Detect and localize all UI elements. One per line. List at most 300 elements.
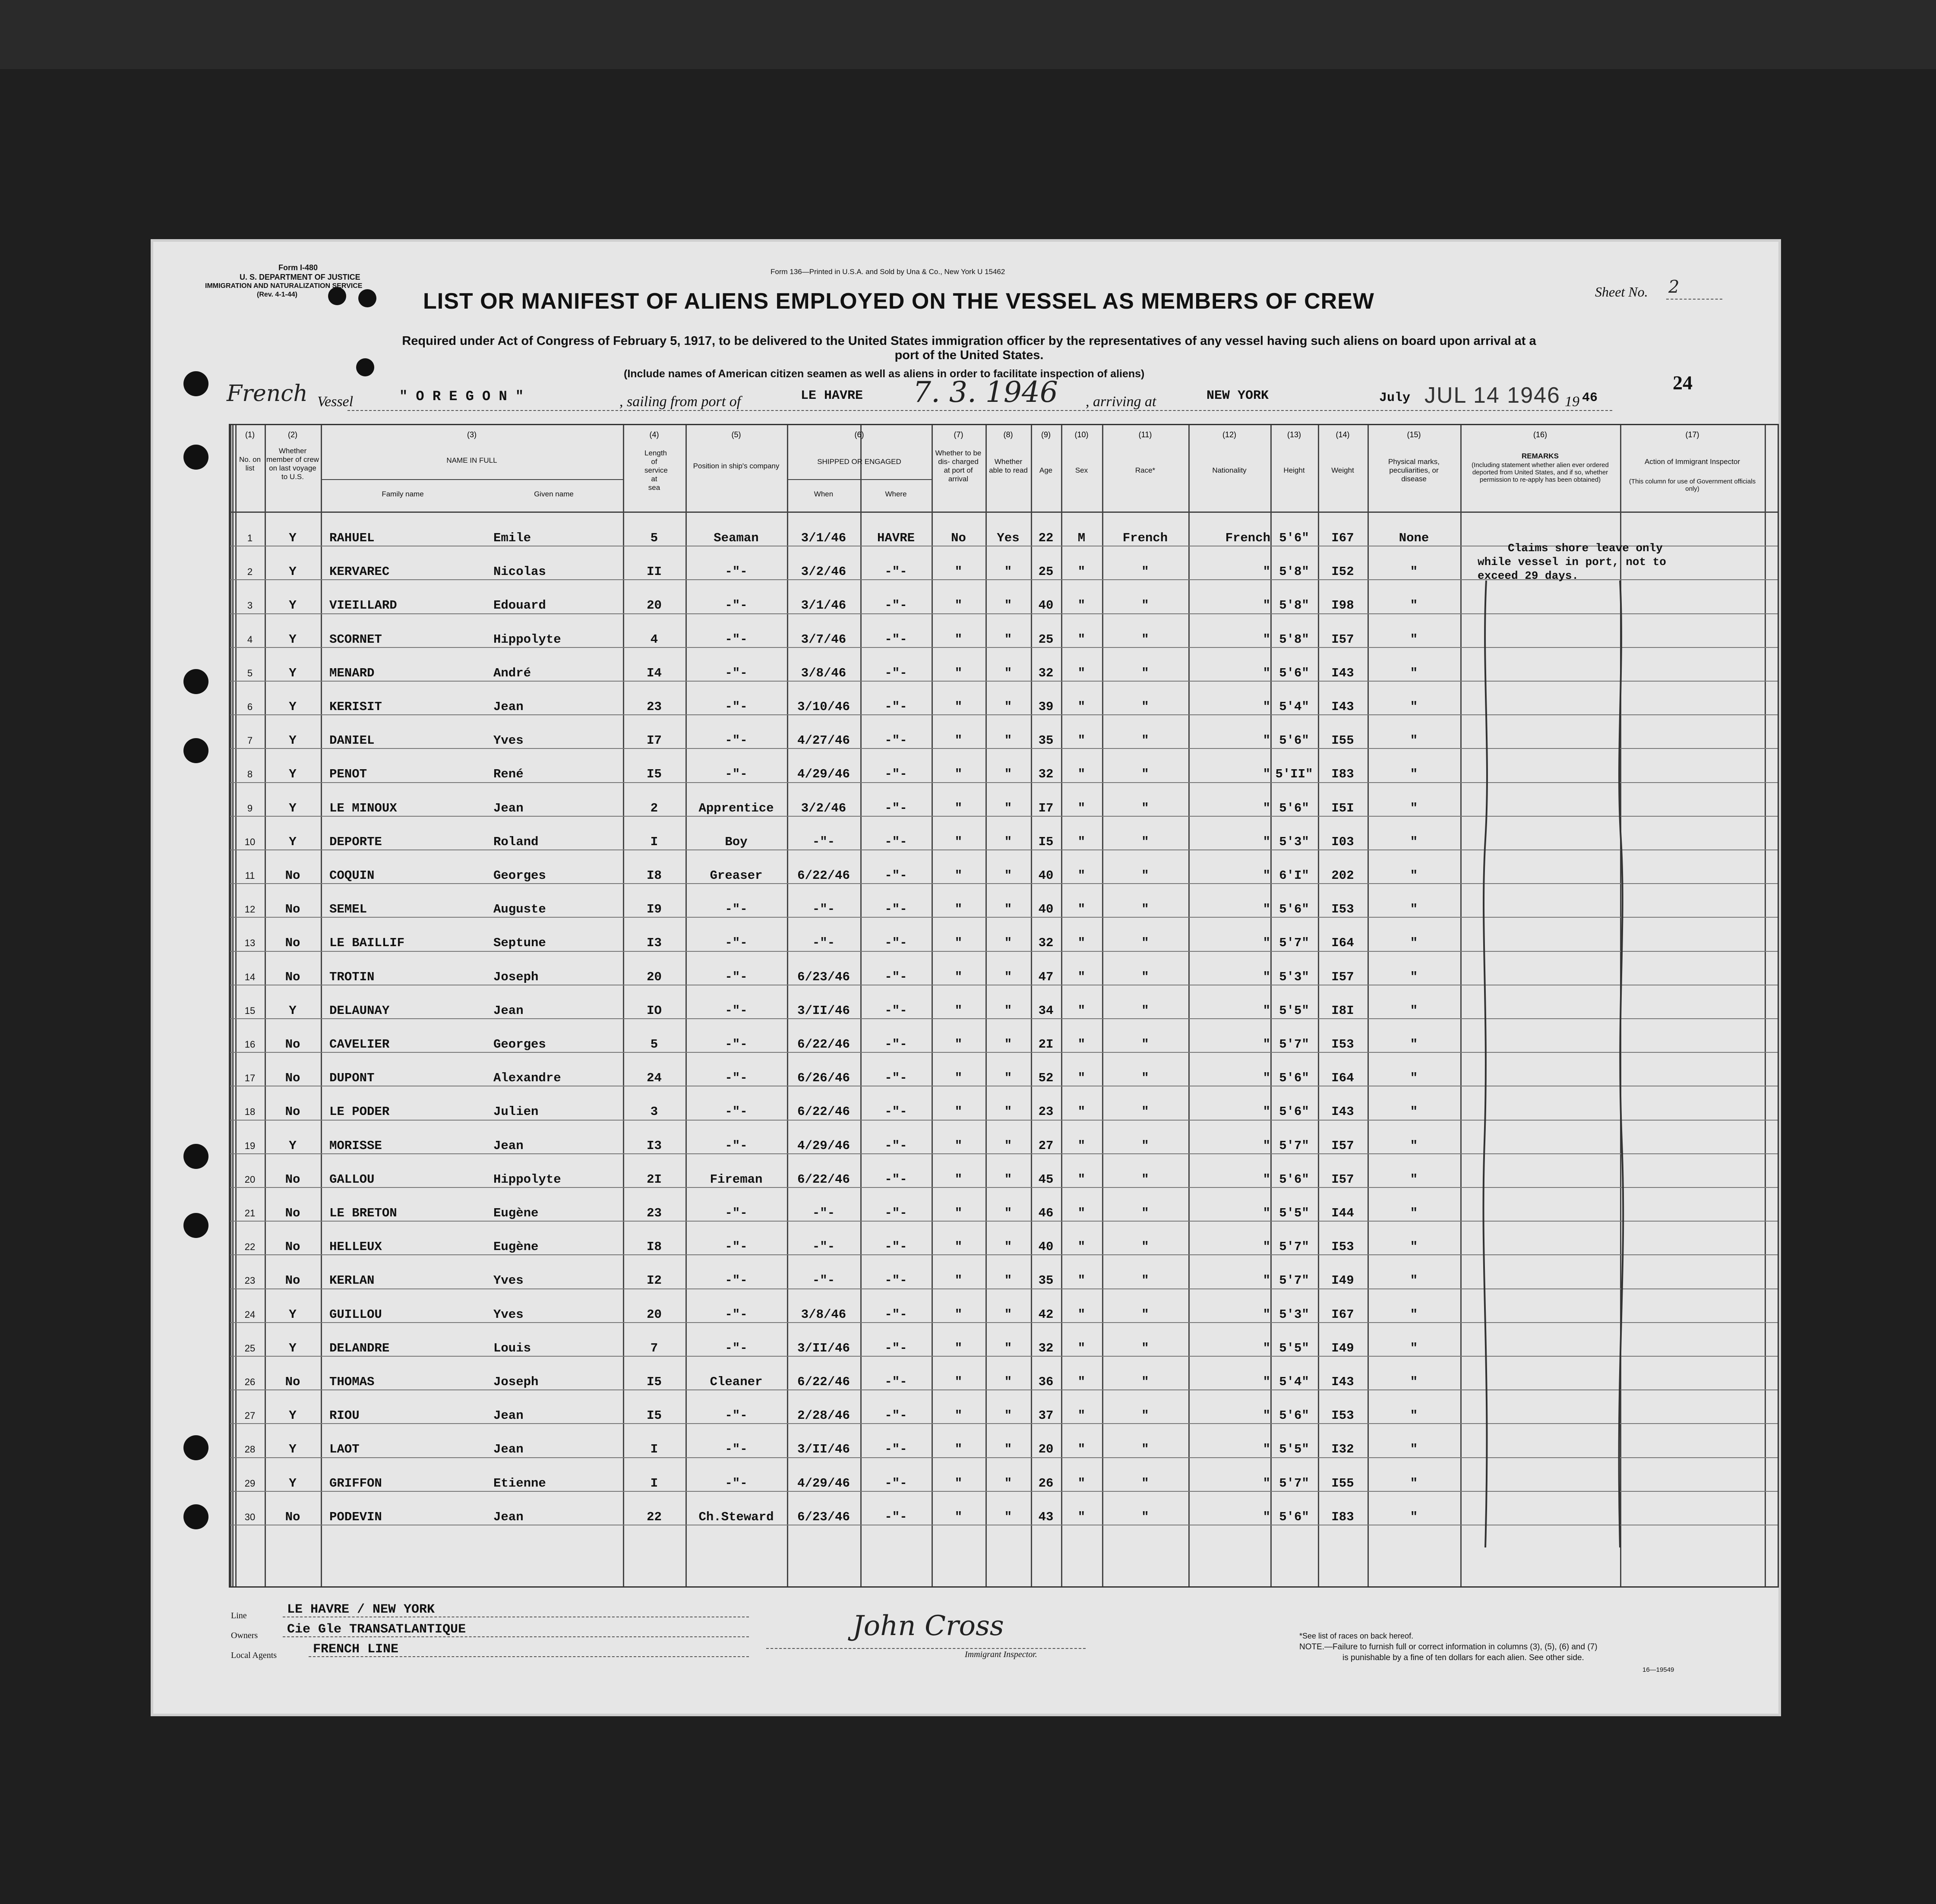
cell-service: I4 xyxy=(647,666,662,680)
col14-header: Weight xyxy=(1331,466,1354,474)
col2-header: Whether member of crew on last voyage to U.S. xyxy=(266,447,319,481)
cell-given: Jean xyxy=(493,1442,524,1457)
cell-read: " xyxy=(1004,936,1012,950)
table-row xyxy=(230,952,1778,985)
cell-marks: " xyxy=(1410,1240,1418,1254)
col17-header: Action of Immigrant Inspector xyxy=(1644,458,1740,466)
cell-nat: " xyxy=(1263,969,1270,984)
table-row xyxy=(230,715,1778,749)
cell-nat: " xyxy=(1263,936,1270,950)
cell-nat: " xyxy=(1263,902,1270,917)
cell-when: -"- xyxy=(812,936,835,950)
cell-position: Seaman xyxy=(714,531,759,545)
table-row xyxy=(230,1255,1778,1289)
col4-number: (4) xyxy=(649,430,659,439)
cell-sex: " xyxy=(1077,1375,1086,1389)
year-suffix: 46 xyxy=(1582,391,1598,405)
cell-family: VIEILLARD xyxy=(329,598,397,613)
cell-height: 5'8" xyxy=(1279,598,1309,613)
cell-when: -"- xyxy=(812,1240,835,1254)
cell-crew: Y xyxy=(289,801,297,815)
cell-when: 4/29/46 xyxy=(797,1138,850,1153)
cell-when: 6/23/46 xyxy=(797,1509,850,1524)
year-prefix: 19 xyxy=(1565,394,1579,410)
cell-family: KERVAREC xyxy=(329,565,390,579)
vessel-label: Vessel xyxy=(317,394,354,410)
col8-header: Whether able to read xyxy=(989,458,1028,474)
cell-read: " xyxy=(1004,666,1012,680)
cell-race: " xyxy=(1141,1341,1149,1355)
cell-family: COQUIN xyxy=(329,868,375,883)
cell-given: Eugène xyxy=(493,1206,539,1220)
sailing-label: , sailing from port of xyxy=(619,394,741,410)
cell-when: 3/10/46 xyxy=(797,700,850,714)
cell-disch: " xyxy=(954,1408,963,1423)
cell-race: " xyxy=(1141,1476,1149,1490)
cell-when: -"- xyxy=(812,1206,835,1220)
cell-no: 17 xyxy=(244,1073,256,1084)
crew-table xyxy=(229,424,1779,1588)
cell-given: Jean xyxy=(493,1138,524,1153)
cell-service: 5 xyxy=(650,531,658,545)
cell-service: 2I xyxy=(647,1172,662,1187)
cell-service: I5 xyxy=(647,767,662,782)
cell-nat: " xyxy=(1263,1307,1270,1322)
cell-weight: I5I xyxy=(1331,801,1354,815)
cell-weight: I67 xyxy=(1331,531,1354,545)
cell-marks: " xyxy=(1410,1442,1418,1457)
cell-service: 5 xyxy=(650,1037,658,1051)
cell-marks: " xyxy=(1410,1408,1418,1423)
col13-header: Height xyxy=(1283,466,1305,474)
cell-family: SCORNET xyxy=(329,632,382,647)
col7-number: (7) xyxy=(954,430,963,439)
cell-age: I7 xyxy=(1038,801,1054,815)
vessel-name: " O R E G O N " xyxy=(399,388,524,404)
cell-family: KERLAN xyxy=(329,1273,375,1288)
cell-position: Apprentice xyxy=(698,801,774,815)
cell-disch: " xyxy=(954,834,963,849)
cell-weight: I52 xyxy=(1331,565,1354,579)
cell-read: " xyxy=(1004,834,1012,849)
cell-disch: " xyxy=(954,1476,963,1490)
cell-crew: No xyxy=(285,1071,300,1086)
cell-height: 5'3" xyxy=(1279,1307,1309,1322)
cell-height: 5'7" xyxy=(1279,1037,1309,1051)
cell-when: 3/2/46 xyxy=(801,801,846,815)
table-row xyxy=(230,1323,1778,1357)
cell-family: DELAUNAY xyxy=(329,1003,390,1018)
cell-crew: No xyxy=(285,1172,300,1187)
cell-family: PENOT xyxy=(329,767,367,782)
cell-crew: No xyxy=(285,1037,300,1051)
cell-race: " xyxy=(1141,801,1149,815)
punch-hole xyxy=(183,371,208,396)
col2-number: (2) xyxy=(288,430,297,439)
cell-when: 6/22/46 xyxy=(797,868,850,883)
cell-weight: I44 xyxy=(1331,1206,1354,1220)
cell-where: -"- xyxy=(884,1138,907,1153)
cell-where: -"- xyxy=(884,969,907,984)
cell-no: 9 xyxy=(247,802,253,814)
punch-hole xyxy=(183,1144,208,1169)
punch-hole xyxy=(183,445,208,470)
cell-position: -"- xyxy=(725,1341,748,1355)
cell-race: " xyxy=(1141,1138,1149,1153)
cell-height: 5'6" xyxy=(1279,801,1309,815)
cell-disch: " xyxy=(954,565,963,579)
cell-when: 3/II/46 xyxy=(797,1341,850,1355)
cell-disch: " xyxy=(954,767,963,782)
cell-given: Septune xyxy=(493,936,546,950)
cell-given: Hippolyte xyxy=(493,632,561,647)
cell-given: Joseph xyxy=(493,1375,539,1389)
manifest-sheet xyxy=(153,242,1778,1714)
cell-sex: " xyxy=(1077,1307,1086,1322)
cell-sex: " xyxy=(1077,1138,1086,1153)
cell-race: " xyxy=(1141,733,1149,748)
cell-weight: I43 xyxy=(1331,700,1354,714)
cell-family: GRIFFON xyxy=(329,1476,382,1490)
cell-age: 32 xyxy=(1038,936,1054,950)
cell-weight: I67 xyxy=(1331,1307,1354,1322)
cell-marks: " xyxy=(1410,1476,1418,1490)
cell-disch: " xyxy=(954,1273,963,1288)
cell-race: French xyxy=(1122,531,1168,545)
agents-label: Local Agents xyxy=(231,1651,277,1660)
cell-race: " xyxy=(1141,700,1149,714)
cell-service: 20 xyxy=(647,598,662,613)
owners-value: Cie Gle TRANSATLANTIQUE xyxy=(287,1622,466,1637)
cell-sex: " xyxy=(1077,1206,1086,1220)
cell-no: 29 xyxy=(244,1478,256,1489)
cell-where: -"- xyxy=(884,767,907,782)
cell-age: 42 xyxy=(1038,1307,1054,1322)
cell-when: 6/22/46 xyxy=(797,1037,850,1051)
cell-race: " xyxy=(1141,767,1149,782)
cell-sex: " xyxy=(1077,834,1086,849)
cell-service: I9 xyxy=(647,902,662,917)
cell-crew: Y xyxy=(289,632,297,647)
cell-where: -"- xyxy=(884,1003,907,1018)
cell-read: " xyxy=(1004,565,1012,579)
cell-race: " xyxy=(1141,565,1149,579)
cell-given: Emile xyxy=(493,531,531,545)
cell-given: Hippolyte xyxy=(493,1172,561,1187)
cell-nat: " xyxy=(1263,868,1270,883)
cell-sex: " xyxy=(1077,1071,1086,1086)
cell-sex: " xyxy=(1077,1509,1086,1524)
cell-weight: I53 xyxy=(1331,1408,1354,1423)
col17-number: (17) xyxy=(1685,430,1699,439)
cell-marks: None xyxy=(1399,531,1429,545)
col4-header: Length of service at sea xyxy=(644,449,668,492)
cell-read: " xyxy=(1004,1307,1012,1322)
cell-family: LE BAILLIF xyxy=(329,936,405,950)
cell-no: 25 xyxy=(244,1342,256,1354)
cell-age: 43 xyxy=(1038,1509,1054,1524)
cell-nat: " xyxy=(1263,1273,1270,1288)
cell-where: -"- xyxy=(884,700,907,714)
cell-family: PODEVIN xyxy=(329,1509,382,1524)
table-row xyxy=(230,884,1778,918)
cell-nat: " xyxy=(1263,1138,1270,1153)
cell-when: 4/29/46 xyxy=(797,1476,850,1490)
cell-height: 5'5" xyxy=(1279,1341,1309,1355)
cell-disch: " xyxy=(954,969,963,984)
cell-where: -"- xyxy=(884,733,907,748)
cell-race: " xyxy=(1141,1307,1149,1322)
cell-weight: I57 xyxy=(1331,1138,1354,1153)
include-note: (Include names of American citizen seamen as well as aliens in order to facilitate inspection of aliens) xyxy=(624,368,1145,380)
race-note: *See list of races on back hereof. xyxy=(1299,1632,1414,1640)
given-name-header: Given name xyxy=(534,490,574,498)
cell-given: Yves xyxy=(493,1307,524,1322)
table-row xyxy=(230,918,1778,951)
cell-read: " xyxy=(1004,1509,1012,1524)
cell-family: HELLEUX xyxy=(329,1240,382,1254)
cell-where: -"- xyxy=(884,1375,907,1389)
cell-height: 5'3" xyxy=(1279,834,1309,849)
cell-position: -"- xyxy=(725,1138,748,1153)
cell-position: -"- xyxy=(725,969,748,984)
penalty-note: NOTE.—Failure to furnish full or correct information in columns (3), (5), (6) and (7) xyxy=(1299,1642,1598,1651)
cell-age: 47 xyxy=(1038,969,1054,984)
cell-height: 5'6" xyxy=(1279,1071,1309,1086)
cell-position: -"- xyxy=(725,1003,748,1018)
cell-marks: " xyxy=(1410,1375,1418,1389)
cell-disch: " xyxy=(954,902,963,917)
cell-weight: I83 xyxy=(1331,1509,1354,1524)
punch-hole xyxy=(358,289,376,307)
cell-height: 5'6" xyxy=(1279,1408,1309,1423)
col1-number: (1) xyxy=(245,430,255,439)
cell-weight: I53 xyxy=(1331,902,1354,917)
cell-when: 6/22/46 xyxy=(797,1375,850,1389)
cell-where: -"- xyxy=(884,1509,907,1524)
page-number: 24 xyxy=(1673,372,1693,394)
film-border xyxy=(0,0,1936,69)
cell-crew: No xyxy=(285,1509,300,1524)
cell-position: -"- xyxy=(725,632,748,647)
cell-service: IO xyxy=(647,1003,662,1018)
remarks-line-3: exceed 29 days. xyxy=(1478,569,1579,582)
cell-position: -"- xyxy=(725,598,748,613)
cell-when: 6/23/46 xyxy=(797,969,850,984)
cell-when: 4/29/46 xyxy=(797,767,850,782)
cell-read: " xyxy=(1004,801,1012,815)
cell-service: 4 xyxy=(650,632,658,647)
voyage-underline xyxy=(347,410,1612,411)
owners-label: Owners xyxy=(231,1631,258,1640)
cell-disch: " xyxy=(954,1003,963,1018)
cell-when: 6/22/46 xyxy=(797,1105,850,1119)
cell-given: Edouard xyxy=(493,598,546,613)
cell-marks: " xyxy=(1410,598,1418,613)
cell-crew: Y xyxy=(289,700,297,714)
cell-where: -"- xyxy=(884,1442,907,1457)
cell-position: -"- xyxy=(725,1071,748,1086)
page-title: LIST OR MANIFEST OF ALIENS EMPLOYED ON THE VESSEL AS MEMBERS OF CREW xyxy=(423,289,1374,314)
cell-family: MORISSE xyxy=(329,1138,382,1153)
cell-race: " xyxy=(1141,1408,1149,1423)
cell-height: 5'7" xyxy=(1279,936,1309,950)
cell-given: Jean xyxy=(493,1509,524,1524)
cell-weight: I43 xyxy=(1331,1375,1354,1389)
cell-age: 20 xyxy=(1038,1442,1054,1457)
cell-marks: " xyxy=(1410,767,1418,782)
cell-given: Jean xyxy=(493,1408,524,1423)
cell-where: HAVRE xyxy=(877,531,915,545)
cell-disch: " xyxy=(954,1509,963,1524)
cell-no: 13 xyxy=(244,938,256,949)
cell-sex: " xyxy=(1077,1240,1086,1254)
form-id: Form I-480 xyxy=(278,263,318,272)
table-row xyxy=(230,1424,1778,1458)
cell-height: 5'5" xyxy=(1279,1442,1309,1457)
cell-when: -"- xyxy=(812,902,835,917)
cell-no: 8 xyxy=(247,769,253,780)
cell-disch: " xyxy=(954,1375,963,1389)
cell-crew: No xyxy=(285,1375,300,1389)
cell-position: Boy xyxy=(725,834,748,849)
cell-nat: " xyxy=(1263,733,1270,748)
agents-underline xyxy=(309,1656,749,1657)
cell-height: 5'6" xyxy=(1279,733,1309,748)
col10-number: (10) xyxy=(1074,430,1089,439)
cell-crew: No xyxy=(285,902,300,917)
cell-age: I5 xyxy=(1038,834,1054,849)
penalty-note-2: is punishable by a fine of ten dollars for each alien. See other side. xyxy=(1342,1653,1584,1662)
agents-value: FRENCH LINE xyxy=(313,1642,399,1657)
cell-age: 32 xyxy=(1038,767,1054,782)
cell-given: Joseph xyxy=(493,969,539,984)
table-row xyxy=(230,682,1778,715)
cell-crew: No xyxy=(285,1273,300,1288)
cell-nat: " xyxy=(1263,666,1270,680)
cell-weight: I57 xyxy=(1331,1172,1354,1187)
col15-number: (15) xyxy=(1407,430,1421,439)
line-value: LE HAVRE / NEW YORK xyxy=(287,1602,435,1617)
flag-handwritten: French xyxy=(227,381,308,407)
cell-read: " xyxy=(1004,598,1012,613)
inspector-label: Immigrant Inspector. xyxy=(965,1650,1037,1659)
cell-sex: " xyxy=(1077,666,1086,680)
cell-family: LE PODER xyxy=(329,1105,390,1119)
cell-marks: " xyxy=(1410,700,1418,714)
cell-nat: " xyxy=(1263,1341,1270,1355)
cell-disch: " xyxy=(954,1206,963,1220)
cell-race: " xyxy=(1141,969,1149,984)
cell-nat: French xyxy=(1225,531,1270,545)
cell-nat: " xyxy=(1263,1509,1270,1524)
cell-given: Eugène xyxy=(493,1240,539,1254)
col17-subheader: (This column for use of Government officials only) xyxy=(1629,478,1756,493)
cell-when: 3/7/46 xyxy=(801,632,846,647)
cell-race: " xyxy=(1141,1273,1149,1288)
cell-position: -"- xyxy=(725,1408,748,1423)
cell-position: -"- xyxy=(725,767,748,782)
table-row xyxy=(230,1188,1778,1222)
cell-height: 5'8" xyxy=(1279,632,1309,647)
cell-disch: " xyxy=(954,801,963,815)
cell-service: I3 xyxy=(647,936,662,950)
cell-race: " xyxy=(1141,1240,1149,1254)
cell-service: 7 xyxy=(650,1341,658,1355)
cell-race: " xyxy=(1141,1442,1149,1457)
cell-race: " xyxy=(1141,1375,1149,1389)
cell-height: 5'6" xyxy=(1279,1105,1309,1119)
required-line-2: port of the United States. xyxy=(894,348,1044,362)
cell-marks: " xyxy=(1410,1138,1418,1153)
owners-underline xyxy=(283,1636,749,1637)
cell-height: 6'I" xyxy=(1279,868,1309,883)
line-label: Line xyxy=(231,1611,247,1620)
cell-age: 52 xyxy=(1038,1071,1054,1086)
col12-number: (12) xyxy=(1222,430,1236,439)
cell-crew: Y xyxy=(289,834,297,849)
cell-age: 25 xyxy=(1038,565,1054,579)
cell-service: I xyxy=(650,1476,658,1490)
cell-sex: " xyxy=(1077,1105,1086,1119)
cell-sex: M xyxy=(1077,531,1086,545)
cell-crew: Y xyxy=(289,1003,297,1018)
cell-sex: " xyxy=(1077,1442,1086,1457)
cell-weight: I83 xyxy=(1331,767,1354,782)
cell-nat: " xyxy=(1263,834,1270,849)
cell-read: " xyxy=(1004,632,1012,647)
cell-nat: " xyxy=(1263,700,1270,714)
cell-race: " xyxy=(1141,598,1149,613)
col12-header: Nationality xyxy=(1212,466,1247,474)
cell-sex: " xyxy=(1077,1408,1086,1423)
cell-family: RAHUEL xyxy=(329,531,375,545)
cell-family: GUILLOU xyxy=(329,1307,382,1322)
cell-read: " xyxy=(1004,733,1012,748)
cell-given: André xyxy=(493,666,531,680)
cell-race: " xyxy=(1141,632,1149,647)
cell-weight: I43 xyxy=(1331,1105,1354,1119)
table-row xyxy=(230,648,1778,682)
cell-age: 34 xyxy=(1038,1003,1054,1018)
cell-where: -"- xyxy=(884,1476,907,1490)
cell-read: " xyxy=(1004,1105,1012,1119)
cell-family: LE BRETON xyxy=(329,1206,397,1220)
cell-sex: " xyxy=(1077,565,1086,579)
cell-where: -"- xyxy=(884,868,907,883)
table-row xyxy=(230,1053,1778,1086)
cell-where: -"- xyxy=(884,1105,907,1119)
cell-height: 5'6" xyxy=(1279,1509,1309,1524)
table-row xyxy=(230,1154,1778,1188)
cell-height: 5'II" xyxy=(1275,767,1313,782)
cell-race: " xyxy=(1141,902,1149,917)
cell-disch: " xyxy=(954,1341,963,1355)
cell-where: -"- xyxy=(884,1037,907,1051)
cell-where: -"- xyxy=(884,1071,907,1086)
col7-header: Whether to be dis- charged at port of arrival xyxy=(935,449,982,483)
cell-given: Georges xyxy=(493,1037,546,1051)
cell-age: 35 xyxy=(1038,1273,1054,1288)
cell-crew: Y xyxy=(289,1408,297,1423)
cell-service: II xyxy=(647,565,662,579)
cell-when: -"- xyxy=(812,1273,835,1288)
cell-when: 3/1/46 xyxy=(801,598,846,613)
col14-number: (14) xyxy=(1336,430,1350,439)
cell-race: " xyxy=(1141,1206,1149,1220)
table-row xyxy=(230,580,1778,614)
port-from: LE HAVRE xyxy=(801,388,863,403)
